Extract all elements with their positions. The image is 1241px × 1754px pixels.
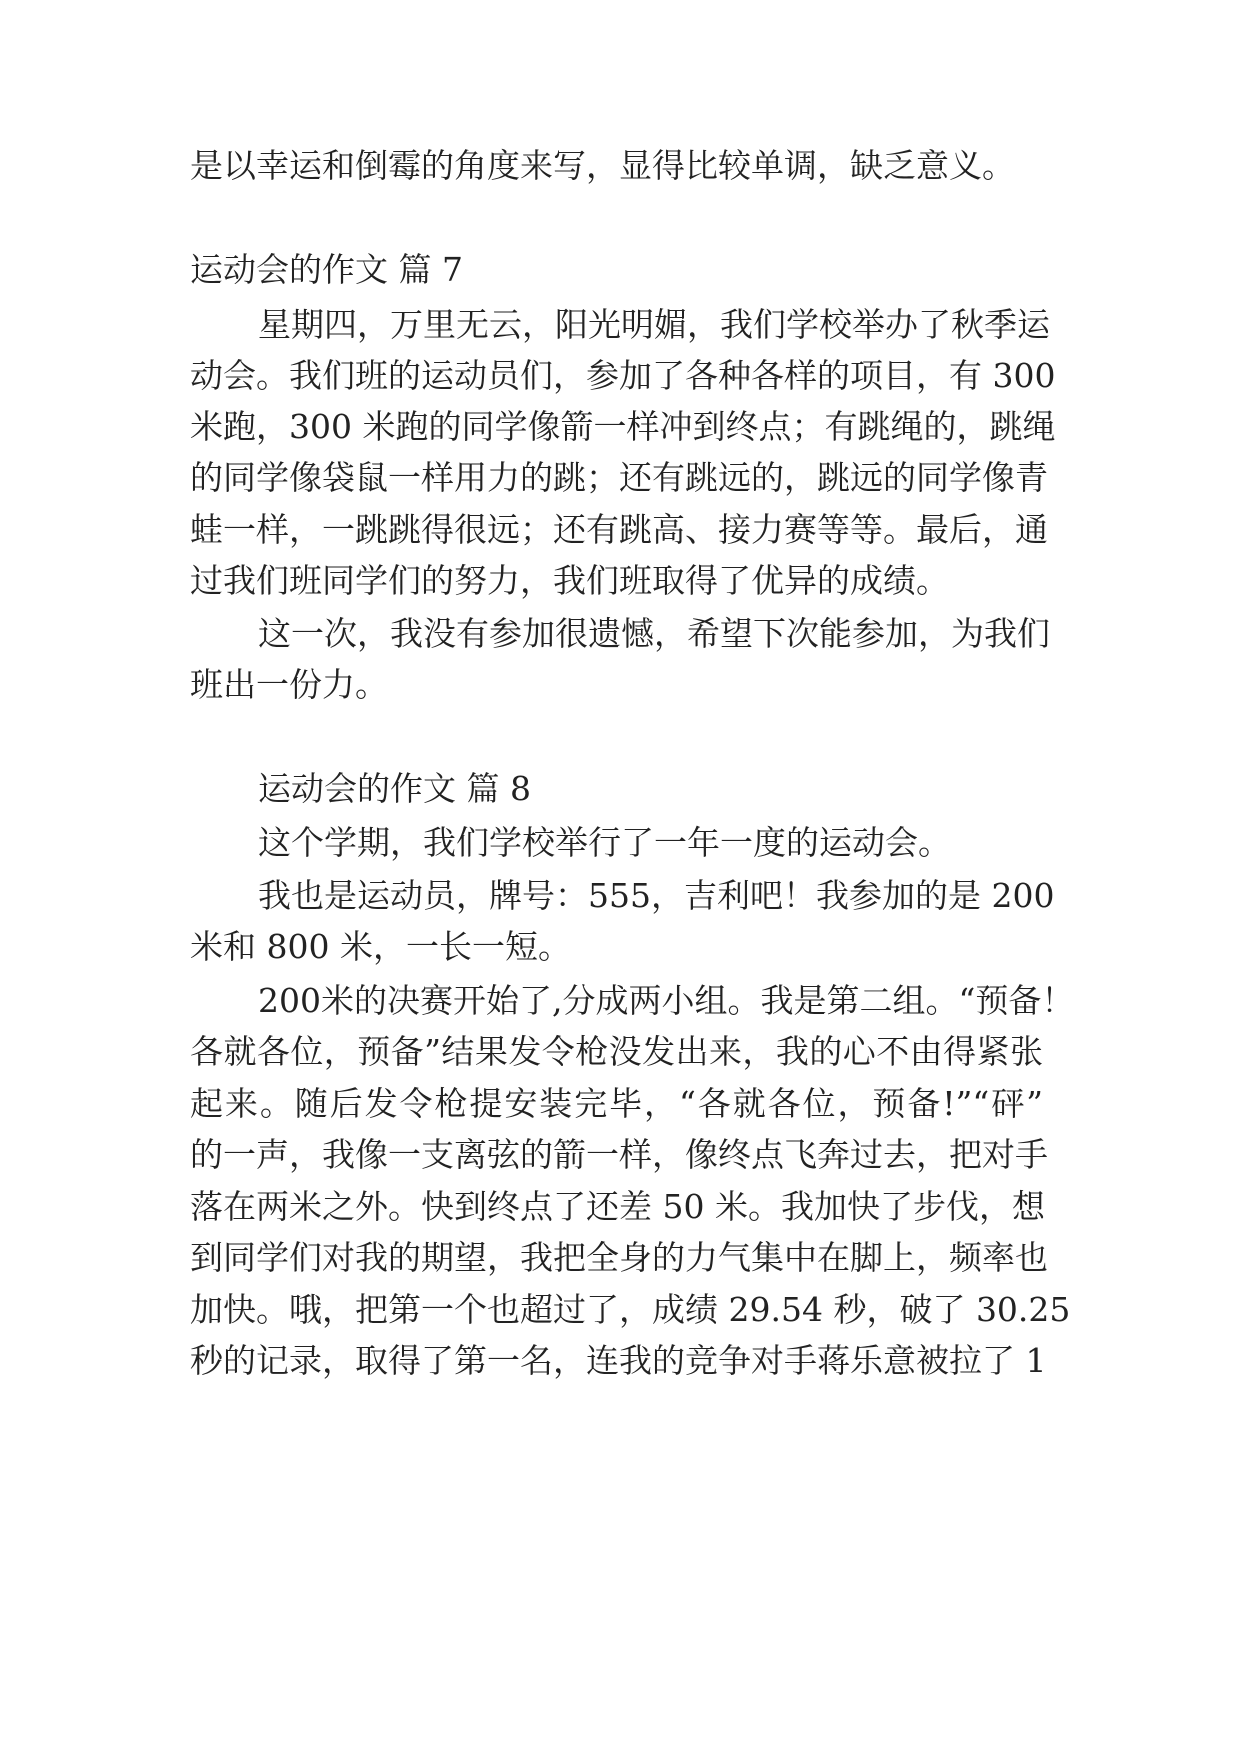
section-7-paragraph-1-line-4: 的同学像袋鼠一样用力的跳；还有跳远的，跳远的同学像青 xyxy=(190,458,1048,497)
section-7-paragraph-1-line-1: 星期四，万里无云，阳光明媚，我们学校举办了秋季运 xyxy=(258,305,1050,344)
section-7-paragraph-1-line-3: 米跑，300 米跑的同学像箭一样冲到终点；有跳绳的，跳绳 xyxy=(190,407,1056,446)
section-8-paragraph-3-line-2: 各就各位，预备”结果发令枪没发出来，我的心不由得紧张 xyxy=(190,1032,1043,1071)
section-8-paragraph-3-line-4: 的一声，我像一支离弦的箭一样，像终点飞奔过去，把对手 xyxy=(190,1135,1048,1174)
section-7-paragraph-2-line-2: 班出一份力。 xyxy=(190,665,388,704)
section-7-paragraph-1-line-2: 动会。我们班的运动员们，参加了各种各样的项目，有 300 xyxy=(190,356,1056,395)
section-7-paragraph-1-line-5: 蛙一样，一跳跳得很远；还有跳高、接力赛等等。最后，通 xyxy=(190,510,1048,549)
section-8-paragraph-3-line-7: 加快。哦，把第一个也超过了，成绩 29.54 秒，破了 30.25 xyxy=(190,1290,1071,1329)
section-8-paragraph-2-line-2: 米和 800 米，一长一短。 xyxy=(190,927,571,966)
section-8-paragraph-3-line-1: 200米的决赛开始了,分成两小组。我是第二组。“预备！ xyxy=(258,981,1075,1020)
section-8-paragraph-3-line-8: 秒的记录，取得了第一名，连我的竞争对手蒋乐意被拉了 1 xyxy=(190,1341,1047,1380)
section-8-heading: 运动会的作文 篇 8 xyxy=(258,769,531,808)
section-8-paragraph-2-line-1: 我也是运动员，牌号：555，吉利吧！我参加的是 200 xyxy=(258,876,1055,915)
section-8-paragraph-1: 这个学期，我们学校举行了一年一度的运动会。 xyxy=(258,823,951,862)
intro-line: 是以幸运和倒霉的角度来写，显得比较单调，缺乏意义。 xyxy=(190,146,1015,185)
section-8-paragraph-3-line-5: 落在两米之外。快到终点了还差 50 米。我加快了步伐，想 xyxy=(190,1187,1045,1226)
section-8-paragraph-3-line-6: 到同学们对我的期望，我把全身的力气集中在脚上，频率也 xyxy=(190,1238,1048,1277)
section-8-paragraph-3-line-3: 起来。随后发令枪提安装完毕，“各就各位，预备!”“砰” xyxy=(190,1084,1043,1123)
section-7-heading: 运动会的作文 篇 7 xyxy=(190,250,463,289)
section-7-paragraph-2-line-1: 这一次，我没有参加很遗憾，希望下次能参加，为我们 xyxy=(258,614,1050,653)
section-7-paragraph-1-line-6: 过我们班同学们的努力，我们班取得了优异的成绩。 xyxy=(190,561,949,600)
